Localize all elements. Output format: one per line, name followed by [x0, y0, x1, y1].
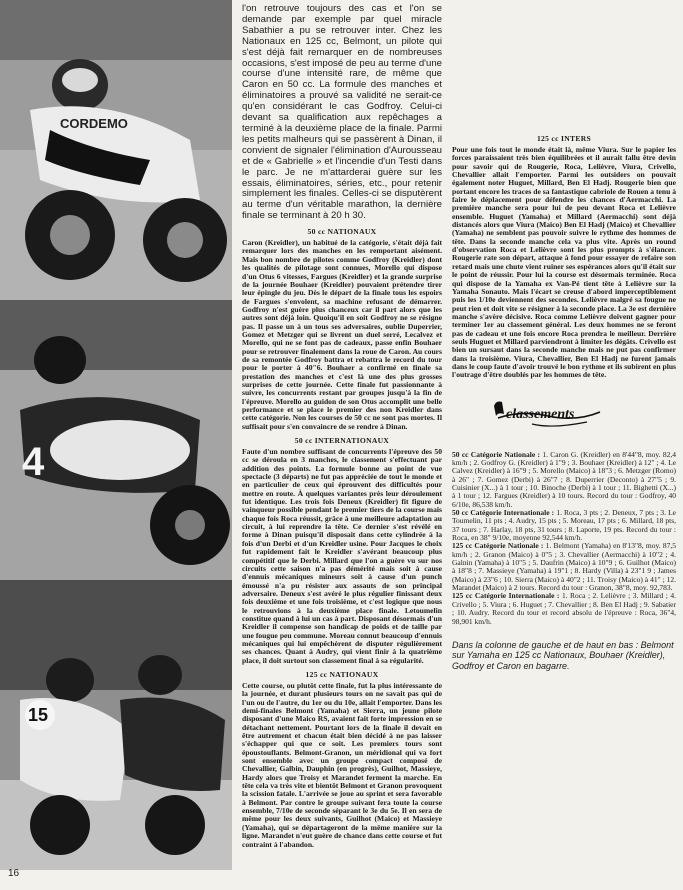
- rider-number-text: 4: [22, 440, 45, 484]
- classements-label: classements: [506, 406, 575, 422]
- section-heading: 50 cc NATIONAUX: [307, 227, 377, 237]
- result-text: 1. Roca, 3 pts ; 2. Deneux, 7 pts ; 3. Le Toumelin, 11 pts ; 4. Audry, 15 pts ; 5. Moreau, 17 pts ; 6. Millard, 18 pts, 37 tours ; 7. Harlay, 18 pts, 31 tours ; 8. Laporte, 19 pts. Record du tour : Roca, en 38" 9/10e, moyenne 92,544 km/h.: [452, 508, 676, 543]
- result-text: 1. Belmont (Yamaha) en 8'13"8, moy. 87,5 km/h ; 2. Granon (Maico) à 0"5 ; 3. Chevallier (Aermacchi) à 10"2 ; 4. Galnin (Yamaha) à 10"5 ; 5. Daufrin (Maico) à 10"9 ; 6. Guilhot (Maico) à 18"8 ; 7. Massieye (Yamaha) à 19"1 ; 8. Hardy (Villa) à 23"1 9 ; James (Maico) à 23"6 ; 10. Sierra (Maico) à 40"2 ; 11. Troisy (Maico) à 41" ; 12. Marandet (Maico) à 2 tours. Record du tour : Granon, 38"8, moy. 92,783.: [452, 541, 676, 593]
- result-item: [452, 451, 676, 509]
- section-heading: 125 cc NATIONAUX: [305, 669, 379, 679]
- photo-godfroy-caron: [0, 580, 232, 870]
- section-text: Pour une fois tout le monde était là, même Viura. Sur le papier les forces paraissaient très bien équilibrées et il aurait fallu être devin pour savoir qui de Rougerie, Roca, Lelièvre, Viura, Crivello, Chevallier allait l'emporter. Parmi les outsiders on pouvait également noter Huguet, Millard, Ben El Hadj. Rougerie bien que portant encore les traces de sa fantastique cabriole de Rouen a tenu à faire le déplacement pour défendre les chances d'Aermacchi. La première manche sera pour lui de peu devant Roca et Lelièvre ensemble. Huguet (Yamaha) et Millard (Aermacchi) sont déjà distancés alors que Viura (Maico) Ben El Hadj (Maico) et Chevallier (Yamaha) ne semblent pas pouvoir suivre le rythme des hommes de tête. Dans la seconde manche cela va plus vite. Après un round d'observation Roca et Lelièvre sont les plus prompts à s'élancer. Rougerie rate son départ, attaque à fond pour essayer de refaire son retard mais une chute vient ruiner ses espérances alors qu'il était sur le point de réussir. Pour lui la course est désormais terminée. Roca qui dispose de la Yamaha ex Van-Pé tient tête à Lelièvre sur la Yamaha Sonauto. Mais l'écart se creuse d'abord imperceptiblement puis les 1/10e deviennent des secondes. Lelièvre malgré sa fougue ne peut rien et doit vite se résigner à la seconde place. La 3e est dernière manche s'avère décisive. Roca comme Lelièvre doivent gagner pour terminer 1er au classement général. Les deux hommes ne se feront pas de cadeau et une fois encore Roca prendra le meilleur. Derrière seuls Huguet et Millard parviendront à limiter les dégâts. Crivello est bien un sursaut dans la seconde manche mais ne put pas confirmer dans la troisième. Viura, Chevallier, Ben El Hadj ne furent jamais dans le coup faute d'avoir trouvé le bon rythme et ils subirent en plus l'outrage d'être doublés par les hommes de tête.: [452, 145, 676, 380]
- result-title: 50 cc Catégorie Internationale :: [452, 508, 555, 518]
- results-list: [452, 451, 676, 626]
- section-text: Cette course, ou plutôt cette finale, fut la plus intéressante de la journée, et durant plusieurs tours on ne savait pas qui de l'un ou de l'autre, du 1er ou du 10e, allait l'emporter. Dans les demi-finales Belmont (Yamaha) et Sierra, un jeune pilote disposant d'une Maico RS, avaient fait forte impression en se détachant nettement. Pourtant lors de la finale il devait en être autrement et chacun était bien décidé à ne pas laisser s'échapper qui que ce soit. Les premiers tours sont époustouflants. Belmont-Granon, un méridional qui va fort sont ensemble avec un groupe compact composé de Chevallier, Galbin, Dauphin (en progrès), Guilhot, Massieye, Hardy alors que Troisy et Marandet ferment la marche. En tête cela va très vite et bientôt Belmont et Granon provoquent la scission fatale. L'arrivée se joue au sprint et sera favorable à Belmont. Par contre le groupe suivant fera toute la course ensemble, 7/10e de seconde séparant le 3e du 5e. Il en sera de même pour les deux suivants, Guilhot (Maico) et Massieye (Yamaha), qui se départageront de la même manière sur la ligne. Marandet n'eut guère de chance dans cette course et fut contraint à l'abandon.: [242, 680, 442, 849]
- photo-bouhaer-kreidler: [0, 300, 232, 580]
- right-column: [452, 4, 676, 884]
- result-title: 125 cc Catégorie Nationale :: [452, 541, 544, 551]
- section-text: Faute d'un nombre suffisant de concurrents l'épreuve des 50 cc se déroula en 3 manches, le classement s'effectuant par addition des points. La formule bonne au point de vue spectacle (3 départs) ne fut pas appréciée de tout le monde et en particulier de ceux qui éprouvent des difficultés pour mettre en route. À quelques variantes près leur déroulement fut identique. Les trois fois Deneux (Kreidler) fit figure de vainqueur possible pendant le premier tiers de la course mais chaque fois Roca réussit, grâce à une meilleure adaptation au circuit, à lui reprendre la tête. Ce dernier s'est révélé en forme à Dinan puisqu'il disposait dans cette cylindrée à la fois d'un Derbi et d'un Kreidler usine. Pour Jacques le choix fut rapidement fait le Kreidler s'avérant beaucoup plus compétitif que le Derbi. Millard que l'on a guère vu sur nos circuits cette saison n'a pas démérité mais soit à cause d'ennuis mécaniques mineurs soit à cause d'un punch émoussé n'a pu résister aux assauts de son principal adversaire. Deneux s'est avéré le plus régulier finissant deux fois deuxième et une fois troisième, et c'est logique que nous le retrouvions à la deuxième place finale. Letoumelin constitue quand à lui un cas à part. Disposant désormais d'un Kreidler il compense son handicap de poids et de taille par une fougue peu commune. Moreau connut beaucoup d'ennuis mécaniques qui lui empêchèrent de disputer régulièrement ses chances. Quant à Audry, qui vient finir à la quatrième place, il doit surtout son classement final à sa régularité.: [242, 447, 442, 665]
- page-number: 16: [8, 868, 20, 879]
- rider-number-text: 15: [28, 705, 49, 725]
- result-text: 1. Caron G. (Kreidler) en 8'44"8, moy. 82,4 km/h ; 2. Godfroy G. (Kreidler) à 1"9 ; 3. Bouhaer (Kreidler) à 12" ; 4. Le Calvez (Kreidler) à 16"9 ; 5. Morello (Maico) à 18"3 ; 6. Metzger (Romo) à 26" ; 7. Gomez (Derbi) à 26"7 ; 8. Duperrier (Deconto) à 27"5 ; 9. Cuisinier (X...) à 1 tour ; 10. Binoche (Derbi) à 1 tour ; 11. Bighetti (X...) à 1 tour ; 12. Fargues (Kreidler) à 10 tours. Record du tour : Godfroy, 40 6/10e, 86,538 km/h.: [452, 449, 676, 509]
- middle-column: [242, 4, 442, 884]
- photo-belmont-yamaha: [0, 0, 232, 300]
- section-heading: 50 cc INTERNATIONAUX: [294, 436, 390, 446]
- intro-paragraph: l'on retrouve toujours des cas et l'on se demande par exemple par quel miracle Sabathier a pu se retrouver inter. Chez les Nationaux en 125 cc, Belmont, un pilote qui s'est déjà fait remarquer en de nombreuses occasions, s'est imposé de peu au terme d'une course d'une intensité rare, de même que Caron en 50 cc. La formule des manches et éliminatoires a prouvé sa validité ne serait-ce qu'en considérant le cas Godfroy. Celui-ci devant sa qualification aux repêchages a terminé à la deuxième place de la finale. Parmi les petits malheurs qui se passèrent à Dinan, il convient de signaler l'élimination d'Aurousseau et de « Gabrielle » et l'incendie d'un Testi dans le parc. Je ne m'attarderai guère sur les essais, éliminatoires, séries, etc., pour retenir simplement les finales. Celles-ci se disputèrent au terme d'un véritable marathon, la dernière finale se terminant à 20 h 30.: [242, 4, 442, 222]
- section-text: Caron (Kreidler), un habitué de la catégorie, s'était déjà fait remarquer lors des manches en les remportant aisément. Mais bon nombre de pilotes comme Godfroy (Kreidler) dont les qualités de pilotage sont connues, Morello qui dispose d'un Otus 6 vitesses, Fargues (Kreidler) et la grande surprise de la journée Bouhaer (Kreidler) pouvaient prétendre tirer leur épingle du jeu. Dès le départ de la finale tous les espoirs de Fargues s'envolent, sa machine refusant de démarrer. Godfroy n'est guère plus chanceux car il part alors que les autres sont déjà loin. Quoiqu'il en soit Godfroy ne se résigne pas. Il passe un à un tous ses adversaires, oublie Duperrier, Gomez et Metzger qui se livrent un duel serré, Lecalvez et Morello, qui ne se font pas de cadeaux, passe enfin Bouhaer pour se retrouver finalement dans la roue de Caron. Au cours de sa remontée Godfroy battra et rebattra le record du tour pour le porter à 40"6. Bouhaer a confirmé en finale sa prestation des manches et c'est là une des plus grosses surprises de cette journée. Cette finale fut passionnante à suivre, les concurrents restant par groupes jusqu'à la fin de l'épreuve. Morello au guidon de son Otus accomplit une belle performance et se place le premier des non Kreidler dans cette catégorie. Non les courses de 50 cc ne sont pas mortes. Il suffisait pour s'en convaincre de se rendre à Dinan.: [242, 238, 442, 431]
- result-title: 50 cc Catégorie Nationale :: [452, 449, 540, 459]
- fairing-text: CORDEMO: [60, 116, 128, 131]
- result-title: 125 cc Catégorie Internationale :: [452, 591, 560, 601]
- section-heading: 125 cc INTERS: [536, 134, 592, 143]
- result-item: [452, 592, 676, 625]
- classements-logo: [492, 398, 602, 432]
- result-item: [452, 542, 676, 592]
- result-item: [452, 509, 676, 542]
- photo-caption: Dans la colonne de gauche et de haut en bas : Belmont sur Yamaha en 125 cc Nationaux, Bouhaer (Kreidler), Godfroy et Caron en bagarre.: [452, 639, 674, 672]
- result-text: 1. Roca ; 2. Lelièvre ; 3. Millard ; 4. Crivello ; 5. Viura ; 6. Huguet ; 7. Chevallier ; 8. Ben El Hadj ; 9. Sabatier ; 10. Audry. Record du tour et record absolu de l'épreuve : Roca, 36"4, 98,901 km/h.: [452, 591, 676, 626]
